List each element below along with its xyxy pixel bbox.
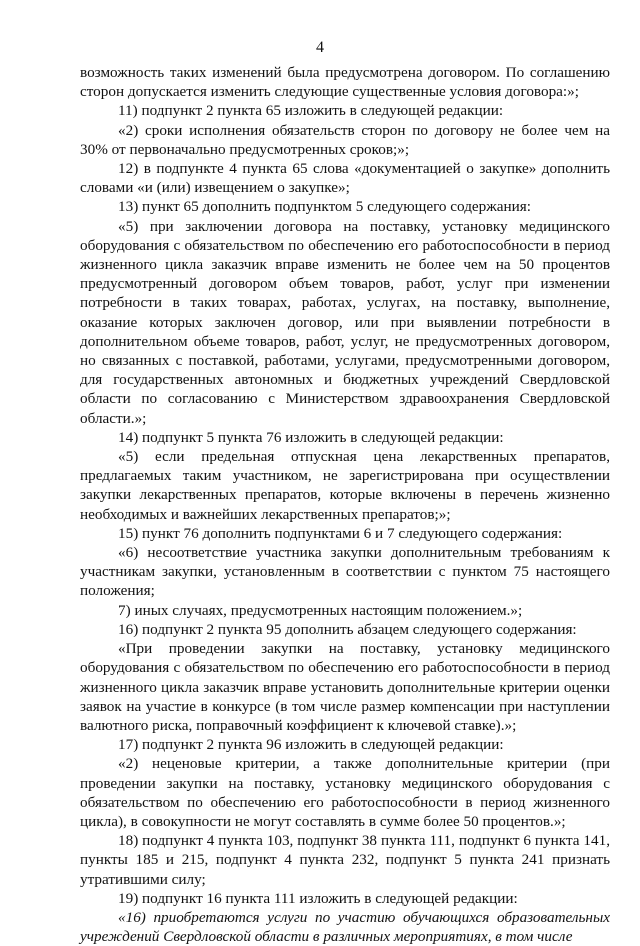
paragraph-continuation: возможность таких изменений была предусмотрена договором. По соглашению сторон допускается изменить следующие существенные условия договора:»; — [80, 64, 610, 101]
paragraph-item-11: 11) подпункт 2 пункта 65 изложить в следующей редакции: — [118, 102, 504, 120]
paragraph-quote-5: «5) при заключении договора на поставку, установку медицинского оборудования с обязательством по обеспечению его работоспособности в период жизненного цикла заказчик вправе изменить не более чем на 50 процентов предусмотренный договором объем товаров, работ, услуг при изменении потребности в таких товарах, работах, услугах, на поставку, выполнение, оказание которых заключен договор, или при выявлении потребности в дополнительном объеме товаров, работ, услуг, не предусмотренных договором, но связанных с поставкой, работами, услугами, предусмотренными договором, для государственных автономных и бюджетных учреждений Свердловской области по согласованию с Министерством здравоохранения Свердловской области.»; — [80, 217, 610, 427]
paragraph-quote-6: «6) несоответствие участника закупки дополнительным требованиям к участникам закупки, установленным в соответствии с пунктом 75 настоящего положения; — [80, 544, 610, 600]
document-body — [80, 63, 610, 946]
paragraph-item-16: 16) подпункт 2 пункта 95 дополнить абзацем следующего содержания: — [118, 620, 577, 638]
page-number: 4 — [316, 39, 324, 56]
paragraph-item-17: 17) подпункт 2 пункта 96 изложить в следующей редакции: — [118, 736, 504, 754]
paragraph-quote-2-criteria: «2) неценовые критерии, а также дополнительные критерии (при проведении закупки на поставку, установку медицинского оборудования с обязательством по обеспечению его работоспособности в период жизненного цикла), в совокупности не могут составлять в сумме более 50 процентов.»; — [80, 755, 610, 830]
paragraph-item-14: 14) подпункт 5 пункта 76 изложить в следующей редакции: — [118, 428, 504, 446]
paragraph-item-13: 13) пункт 65 дополнить подпунктом 5 следующего содержания: — [118, 198, 531, 216]
paragraph-quote-16: «16) приобретаются услуги по участию обучающихся образовательных учреждений Свердловской области в различных мероприятиях, в том числе — [80, 908, 610, 946]
paragraph-item-18: 18) подпункт 4 пункта 103, подпункт 38 пункта 111, подпункт 6 пункта 141, пункты 185 и 215, подпункт 4 пункта 232, подпункт 5 пункта 241 признать утратившими силу; — [80, 832, 610, 888]
paragraph-quote-2: «2) сроки исполнения обязательств сторон по договору не более чем на 30% от первоначально предусмотренных сроков;»; — [80, 121, 610, 158]
paragraph-item-15: 15) пункт 76 дополнить подпунктами 6 и 7 следующего содержания: — [118, 524, 563, 542]
paragraph-item-19: 19) подпункт 16 пункта 111 изложить в следующей редакции: — [118, 889, 518, 907]
paragraph-quote-7: 7) иных случаях, предусмотренных настоящим положением.»; — [118, 601, 523, 619]
paragraph-quote-5-price: «5) если предельная отпускная цена лекарственных препаратов, предлагаемых таким участником, не зарегистрирована при осуществлении закупки лекарственных препаратов, которые включены в перечень жизненно необходимых и важнейших лекарственных препаратов;»; — [80, 448, 610, 523]
paragraph-item-12: 12) в подпункте 4 пункта 65 слова «документацией о закупке» дополнить словами «и (или) извещением о закупке»; — [80, 160, 610, 197]
paragraph-quote-criteria: «При проведении закупки на поставку, установку медицинского оборудования с обязательством по обеспечению его работоспособности в период жизненного цикла заказчик вправе установить дополнительные критерии оценки заявок на участие в конкурсе (в том числе размер компенсации при наступлении валютного риска, поправочный коэффициент к ключевой ставке).»; — [80, 640, 610, 734]
